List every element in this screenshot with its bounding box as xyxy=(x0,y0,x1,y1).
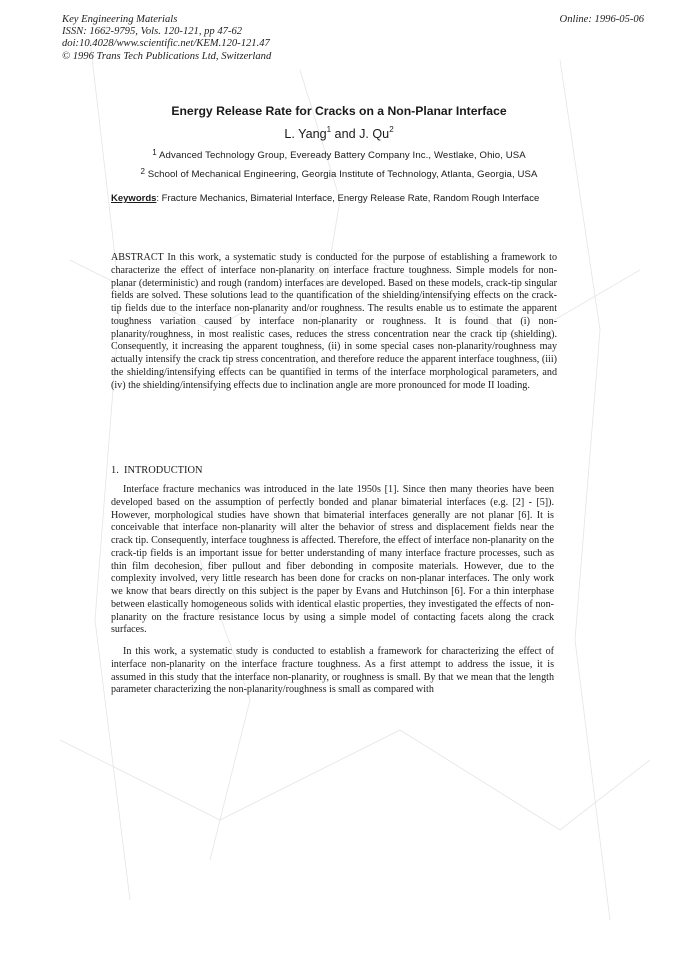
affiliation-1-sup: 1 xyxy=(152,148,157,157)
affiliation-2 xyxy=(0,169,678,180)
journal-name: Key Engineering Materials xyxy=(62,14,178,25)
author-conjunction: and xyxy=(331,127,360,141)
issn-line: ISSN: 1662-9795, Vols. 120-121, pp 47-62 xyxy=(62,26,243,38)
doi-line[interactable]: doi:10.4028/www.scientific.net/KEM.120-121.47 xyxy=(62,38,270,50)
paper-title: Energy Release Rate for Cracks on a Non-Planar Interface xyxy=(171,104,507,118)
abstract: ABSTRACT In this work, a systematic study is conducted for the purpose of establishing a framework to characterize the effect of interface non-planarity on interface fracture toughness. Simple models for non-planar (deterministic) and rough (random) interfaces are developed. Based on these models, crack-tip singular fields are solved. These solutions lead to the quantification of the shielding/intensifying effects on the crack-tip fields due to the interface non-planarity and/or roughness. The results enable us to estimate the apparent toughness variation caused by interface non-planarity or roughness. It is found that (i) non-planarity/roughness, in most realistic cases, reduces the stress concentration near the crack tip (shielding). Consequently, it increasing the apparent toughness, (ii) in some special cases non-planarity/roughness may actually intensify the crack tip stress concentration, and therefore reduce the apparent interface toughness, (iii) the shielding/intensifying effects can be quantified in terms of the interface morphological parameters, and (iv) the shielding/intensifying effects due to inclination angle are more pronounced for mode II loading. xyxy=(111,252,557,391)
author-2-sup: 2 xyxy=(389,125,394,134)
affiliation-2-sup: 2 xyxy=(140,167,146,176)
affiliation-1 xyxy=(0,150,678,161)
affiliation-2-text: School of Mechanical Engineering, Georgia Institute of Technology, Atlanta, Georgia, USA xyxy=(145,169,538,180)
author-line xyxy=(0,127,678,141)
journal-meta xyxy=(62,14,271,63)
keywords-text: : Fracture Mechanics, Bimaterial Interface, Energy Release Rate, Random Rough Interface xyxy=(156,193,540,204)
author-1-sup: 1 xyxy=(326,125,332,134)
intro-paragraph-2: In this work, a systematic study is conducted to establish a framework for characterizing the effect of interface non-planarity on the interface fracture toughness. As a first attempt to address the issue, it is assumed in this study that the interface non-planarity, or roughness is small. By that we mean that the length parameter characterizing the non-planarity/roughness is small as compared with xyxy=(111,646,554,696)
copyright-line: © 1996 Trans Tech Publications Ltd, Switzerland xyxy=(62,50,272,62)
author-2: J. Qu xyxy=(359,127,390,141)
author-1: L. Yang xyxy=(284,127,327,141)
keywords-label: Keywords xyxy=(111,193,157,204)
online-date: Online: 1996-05-06 xyxy=(559,14,644,25)
affiliation-1-text: Advanced Technology Group, Eveready Battery Company Inc., Westlake, Ohio, USA xyxy=(156,150,526,161)
keywords-block xyxy=(111,193,559,205)
section-heading-introduction: 1. INTRODUCTION xyxy=(111,465,203,476)
intro-paragraph-1: Interface fracture mechanics was introduced in the late 1950s [1]. Since then many theories have been developed based on the assumption of perfectly bonded and planar bimaterial interfaces (e.g. [2] - [5]). However, morphological studies have shown that bimaterial interfaces generally are not planar [6]. It is conceivable that interface non-planarity will alter the behavior of stress and displacement fields near the crack tip. Consequently, interface toughness is affected. Therefore, the effect of interface non-planarity on the crack-tip fields is an important issue for better understanding of many interface fracture processes, such as thin film decohesion, fiber pullout and fiber debonding in composite materials. However, due to the complexity involved, very little research has been done for cracks on non-planar interfaces. The only work we know that bears directly on this subject is the paper by Evans and Hutchinson [6]. For a thin interphase between elastically homogeneous solids with identical elastic properties, they investigated the effects of non-planarity on the fracture resistance locus by using a simple model of contacting facets along the crack surfaces. xyxy=(111,484,554,636)
